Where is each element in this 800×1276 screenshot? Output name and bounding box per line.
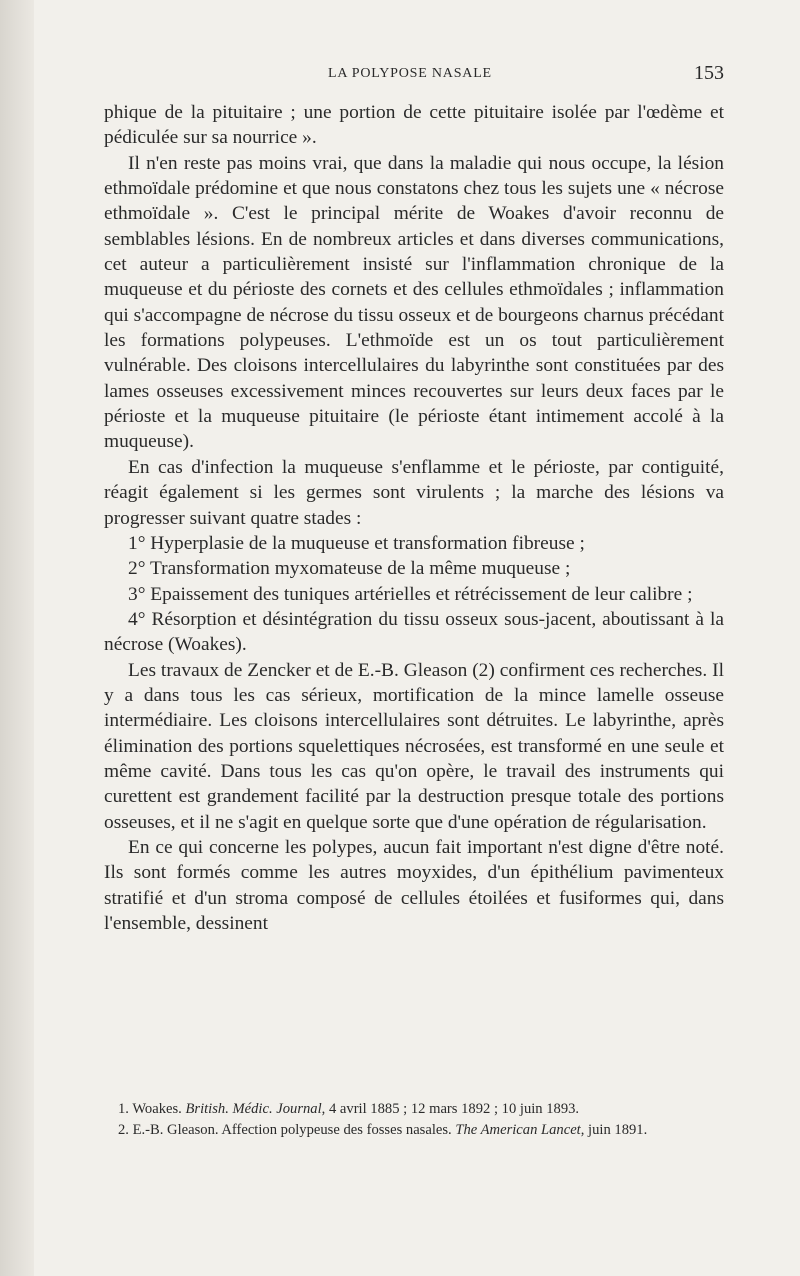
paragraph: En ce qui concerne les polypes, aucun fait important n'est digne d'être noté. Ils sont formés comme les autres moyxides, d'un épithélium pavimenteux stratifié et d'un stroma composé de cellules étoilées et fusiformes qui, dans l'ensemble, dessinent — [104, 836, 724, 934]
page-number: 153 — [694, 62, 724, 84]
page-header — [104, 62, 724, 86]
paragraph: Il n'en reste pas moins vrai, que dans la maladie qui nous occupe, la lésion ethmoïdale prédomine et que nous constatons chez tous les sujets une « nécrose ethmoïdale ». C'est le principal mérite de Woakes d'avoir reconnu de semblables lésions. En de nombreux articles et dans diverses communications, cet auteur a particulièrement insisté sur l'inflammation chronique de la muqueuse et du périoste des cornets et des cellules ethmoïdales ; inflammation qui s'accompagne de nécrose du tissu osseux et de bourgeons charnus précédant les formations polypeuses. L'ethmoïde est un os tout particulièrement vulnérable. Des cloisons intercellulaires du labyrinthe sont constituées par des lames osseuses excessivement minces recouvertes sur leurs deux faces par le périoste et la muqueuse pituitaire (le périoste étant intimement accolé à la muqueuse). — [104, 152, 724, 453]
journal-title: The American Lancet — [455, 1122, 581, 1138]
journal-title: British. Médic. Journal — [185, 1101, 322, 1117]
book-gutter — [0, 0, 34, 1276]
footnote-1: 1. Woakes. British. Médic. Journal, 4 avril 1885 ; 12 mars 1892 ; 10 juin 1893. — [118, 1101, 580, 1117]
list-item: 1° Hyperplasie de la muqueuse et transformation fibreuse ; — [128, 532, 585, 554]
list-item: 2° Transformation myxomateuse de la même muqueuse ; — [128, 558, 571, 580]
paragraph: phique de la pituitaire ; une portion de cette pituitaire isolée par l'œdème et pédiculée sur sa nourrice ». — [104, 102, 724, 149]
list-item: 3° Epaissement des tuniques artérielles et rétrécissement de leur calibre ; — [128, 583, 693, 605]
footnote-2: 2. E.-B. Gleason. Affection polypeuse des fosses nasales. The American Lancet, juin 1891. — [118, 1122, 648, 1138]
paragraph: Les travaux de Zencker et de E.-B. Gleason (2) confirment ces recherches. Il y a dans tous les cas sérieux, mortification de la mince lamelle osseuse intermédiaire. Les cloisons intercellulaires sont détruites. Le labyrinthe, après élimination des portions squelettiques nécrosées, est transformé en une seule et même cavité. Dans tous les cas qu'on opère, le travail des instruments qui curettent est grandement facilité par la destruction presque totale des portions osseuses, et il ne s'agit en quelque sorte que d'une opération de régularisation. — [104, 659, 724, 833]
body-text — [104, 100, 724, 936]
footnotes — [104, 1100, 724, 1140]
paragraph: En cas d'infection la muqueuse s'enflamme et le périoste, par contiguité, réagit également si les germes sont virulents ; la marche des lésions va progresser suivant quatre stades : — [104, 456, 724, 529]
list-item: 4° Résorption et désintégration du tissu osseux sous-jacent, aboutissant à la nécrose (Woakes). — [104, 608, 724, 656]
running-title: LA POLYPOSE NASALE — [328, 66, 492, 81]
